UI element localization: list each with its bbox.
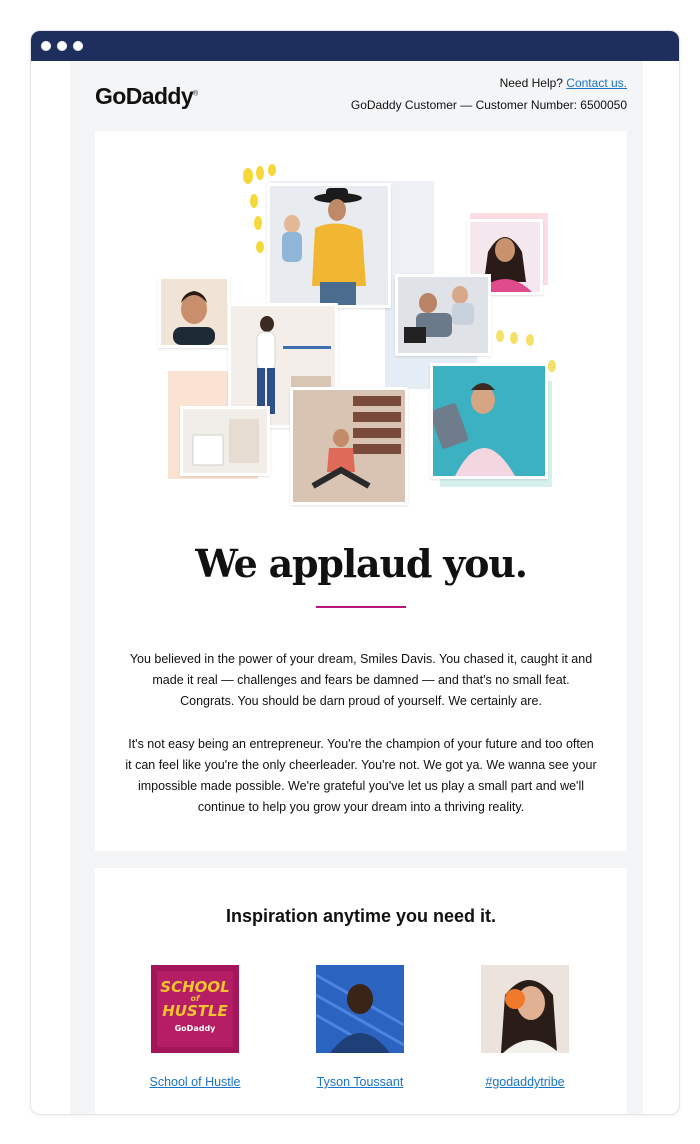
photo-man-with-laptop [430,363,548,479]
photo-collage [95,131,627,531]
window-dot-icon[interactable] [73,41,83,51]
email-body [70,61,643,1115]
window-dot-icon[interactable] [57,41,67,51]
inspiration-card [95,868,627,1115]
tyson-toussant-tile[interactable] [316,965,404,1053]
encouragement-paragraph: It's not easy being an entrepreneur. You're the champion of your future and too often it can feel like you're the only cheerleader. You're not. We got ya. We wanna see your impossible made possible. We're grateful you've let us play a small part and we'll continue to help you grow your dream into a thriving reality. [125,737,597,814]
headline-divider [316,606,406,608]
school-of-hustle-link[interactable]: School of Hustle [149,1075,241,1089]
inspiration-title: Inspiration anytime you need it. [225,906,497,926]
school-of-hustle-tile[interactable]: SCHOOL of HUSTLE GoDaddy [151,965,239,1053]
godaddy-logo[interactable]: GoDaddy® [95,83,198,109]
help-line: Need Help? Contact us. [499,76,627,90]
window-dot-icon[interactable] [41,41,51,51]
photo-girl-closet [290,387,408,505]
intro-paragraph: You believed in the power of your dream, Smiles Davis. You chased it, caught it and made it real — challenges and fears be damned — and that's no small feat. Congrats. You should be darn proud of yourself. We certainly are. [129,652,593,708]
hero-card [95,131,627,851]
headline: We applaud you. [195,541,527,586]
photo-mother-with-baby [267,183,391,308]
tyson-toussant-link[interactable]: Tyson Toussant [316,1075,404,1089]
photo-smiling-man [158,276,230,348]
window-titlebar [31,31,679,61]
godaddytribe-tile[interactable] [481,965,569,1053]
photo-nursery [180,406,270,476]
customer-number: GoDaddy Customer — Customer Number: 6500050 [350,98,627,112]
godaddytribe-link[interactable]: #godaddytribe [485,1075,565,1089]
browser-window [30,30,680,1115]
contact-us-link[interactable]: Contact us. [566,76,627,90]
photo-parent-child-laptop [395,274,491,356]
